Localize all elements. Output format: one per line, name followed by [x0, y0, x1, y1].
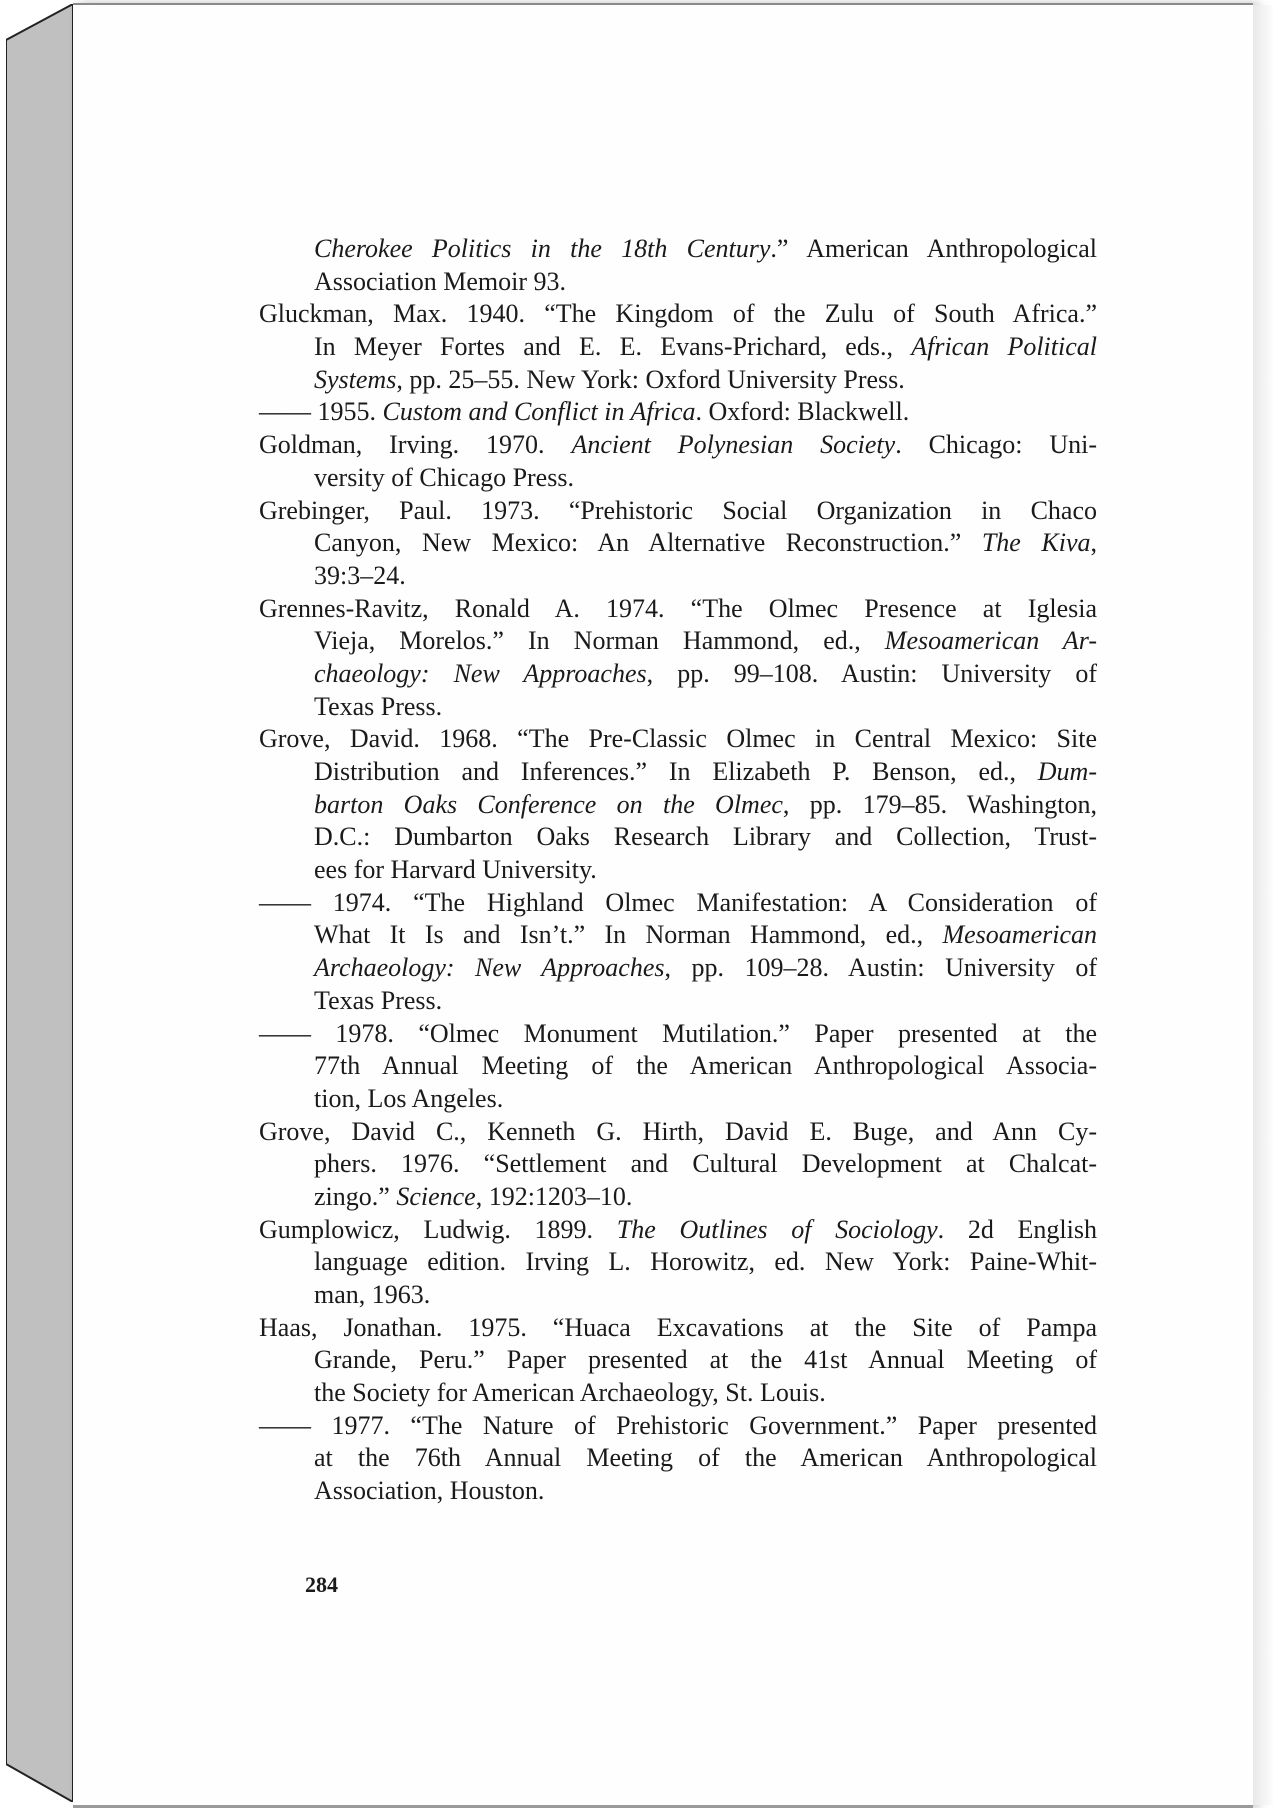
italic-title-text: Cherokee Politics in the 18th Century — [314, 234, 771, 263]
entry-line — [259, 821, 1097, 854]
citation-text: zingo.” — [314, 1181, 397, 1211]
italic-title-text: Mesoamerican Ar- — [884, 626, 1097, 656]
bibliography-entry — [259, 723, 1097, 886]
entry-line — [259, 1410, 1097, 1443]
citation-text: Vieja, Morelos.” In Norman Hammond, ed., — [314, 626, 885, 656]
entry-line — [259, 1181, 1097, 1214]
citation-text: , pp. 179–85. Washington, — [782, 789, 1097, 819]
citation-text: Association, Houston. — [314, 1476, 545, 1506]
entry-line — [259, 1083, 1097, 1116]
entry-line — [259, 1148, 1097, 1181]
citation-text: 77th Annual Meeting of the American Anthropological Associa- — [314, 1051, 1097, 1081]
citation-text: . Chicago: Uni- — [895, 430, 1097, 460]
citation-text: —— 1974. “The Highland Olmec Manifestation: A Consideration of — [259, 887, 1097, 917]
bibliography-entry — [259, 1410, 1097, 1508]
entry-line — [259, 919, 1097, 952]
citation-text: Grande, Peru.” Paper presented at the 41st Annual Meeting of — [314, 1345, 1097, 1375]
bibliography-entry — [259, 495, 1097, 593]
italic-title-text: Mesoamerican — [942, 920, 1097, 950]
entry-line — [259, 952, 1097, 985]
citation-text: Grove, David. 1968. “The Pre-Classic Olmec in Central Mexico: Site — [259, 724, 1097, 754]
citation-text: , pp. 25–55. New York: Oxford University Press. — [396, 364, 905, 394]
citation-text: D.C.: Dumbarton Oaks Research Library and Collection, Trust- — [314, 822, 1097, 852]
bibliography-entry — [259, 396, 1097, 429]
entry-line — [259, 331, 1097, 364]
page-number: 284 — [305, 1572, 338, 1597]
bibliography-entry — [259, 1214, 1097, 1312]
bibliography-entry — [259, 1018, 1097, 1116]
entry-line — [259, 560, 1097, 593]
entry-line — [259, 1116, 1097, 1149]
citation-text: , pp. 99–108. Austin: University of — [646, 658, 1097, 688]
entry-line — [259, 593, 1097, 626]
italic-title-text: Systems — [314, 364, 397, 394]
entry-line — [259, 1377, 1097, 1410]
citation-text: —— 1977. “The Nature of Prehistoric Government.” Paper presented — [259, 1410, 1097, 1440]
citation-text: —— 1978. “Olmec Monument Mutilation.” Paper presented at the — [259, 1018, 1097, 1048]
entry-line — [259, 625, 1097, 658]
citation-text: tion, Los Angeles. — [314, 1083, 504, 1113]
entry-line — [259, 1344, 1097, 1377]
citation-text: at the 76th Annual Meeting of the American Anthropological — [314, 1443, 1097, 1473]
entry-line — [259, 1312, 1097, 1345]
entry-line — [259, 396, 1097, 429]
citation-text: In Meyer Fortes and E. E. Evans-Prichard, eds., — [314, 332, 912, 362]
entry-line — [259, 1442, 1097, 1475]
entry-line — [259, 1050, 1097, 1083]
entry-line — [259, 266, 1097, 299]
entry-line — [259, 1246, 1097, 1279]
italic-title-text: Science — [396, 1181, 476, 1211]
entry-line — [259, 462, 1097, 495]
citation-text: Grebinger, Paul. 1973. “Prehistoric Social Organization in Chaco — [259, 495, 1097, 525]
bibliography-list — [259, 233, 1097, 1508]
citation-text: —— 1955. — [259, 397, 383, 427]
citation-text: Texas Press. — [314, 691, 443, 721]
entry-line — [259, 789, 1097, 822]
italic-title-text: The Outlines of Sociology — [616, 1214, 938, 1244]
citation-text: ees for Harvard University. — [314, 855, 597, 885]
entry-line — [259, 1018, 1097, 1051]
citation-text: Gumplowicz, Ludwig. 1899. — [259, 1214, 617, 1244]
entry-line — [259, 1279, 1097, 1312]
citation-text: . Oxford: Blackwell. — [695, 397, 910, 427]
bibliography-entry — [259, 429, 1097, 494]
entry-line — [259, 985, 1097, 1018]
entry-line — [259, 364, 1097, 397]
citation-text: Texas Press. — [314, 985, 443, 1015]
italic-title-text: barton Oaks Conference on the Olmec — [314, 789, 783, 819]
entry-line — [259, 854, 1097, 887]
italic-title-text: Dum- — [1037, 757, 1097, 786]
citation-text: Gluckman, Max. 1940. “The Kingdom of the Zulu of South Africa.” — [259, 299, 1097, 329]
entry-line — [259, 658, 1097, 691]
citation-text: Grennes-Ravitz, Ronald A. 1974. “The Olmec Presence at Iglesia — [259, 593, 1097, 623]
citation-text: versity of Chicago Press. — [314, 462, 574, 492]
citation-text: . 2d English — [937, 1214, 1097, 1244]
bibliography-entry — [259, 298, 1097, 396]
citation-text: , — [1090, 528, 1097, 558]
entry-line — [259, 691, 1097, 724]
citation-text: , 192:1203–10. — [475, 1181, 633, 1211]
book-page — [73, 3, 1253, 1808]
entry-line — [259, 756, 1097, 789]
italic-title-text: chaeology: New Approaches — [314, 658, 647, 688]
italic-title-text: The Kiva — [981, 528, 1091, 558]
citation-text: Association Memoir 93. — [314, 266, 567, 296]
entry-line — [259, 1214, 1097, 1247]
citation-text: language edition. Irving L. Horowitz, ed. New York: Paine-Whit- — [314, 1247, 1097, 1277]
citation-text: Canyon, New Mexico: An Alternative Reconstruction.” — [314, 528, 982, 558]
citation-text: Goldman, Irving. 1970. — [259, 430, 572, 460]
entry-line — [259, 298, 1097, 331]
citation-text: the Society for American Archaeology, St. Louis. — [314, 1378, 826, 1408]
entry-line — [259, 233, 1097, 266]
citation-text: Grove, David C., Kenneth G. Hirth, David E. Buge, and Ann Cy- — [259, 1116, 1097, 1146]
italic-title-text: Archaeology: New Approaches — [314, 953, 665, 983]
bibliography-entry — [259, 593, 1097, 724]
bibliography-entry — [259, 887, 1097, 1018]
citation-text: phers. 1976. “Settlement and Cultural Development at Chalcat- — [314, 1149, 1097, 1179]
italic-title-text: Ancient Polynesian Society — [571, 430, 896, 460]
citation-text: What It Is and Isn’t.” In Norman Hammond, ed., — [314, 920, 943, 950]
entry-line — [259, 723, 1097, 756]
entry-line — [259, 887, 1097, 920]
italic-title-text: African Political — [911, 332, 1097, 362]
entry-line — [259, 495, 1097, 528]
entry-line — [259, 429, 1097, 462]
bibliography-entry — [259, 233, 1097, 298]
italic-title-text: Custom and Conflict in Africa — [382, 397, 696, 427]
bibliography-entry — [259, 1312, 1097, 1410]
citation-text: 39:3–24. — [314, 560, 406, 590]
citation-text: Haas, Jonathan. 1975. “Huaca Excavations at the Site of Pampa — [259, 1312, 1097, 1342]
citation-text: Distribution and Inferences.” In Elizabeth P. Benson, ed., — [314, 757, 1038, 786]
citation-text: , pp. 109–28. Austin: University of — [664, 953, 1097, 983]
entry-line — [259, 1475, 1097, 1508]
book-spine — [6, 4, 73, 1802]
citation-text: .” American Anthropological — [770, 234, 1097, 263]
bibliography-entry — [259, 1116, 1097, 1214]
citation-text: man, 1963. — [314, 1280, 431, 1309]
entry-line — [259, 527, 1097, 560]
